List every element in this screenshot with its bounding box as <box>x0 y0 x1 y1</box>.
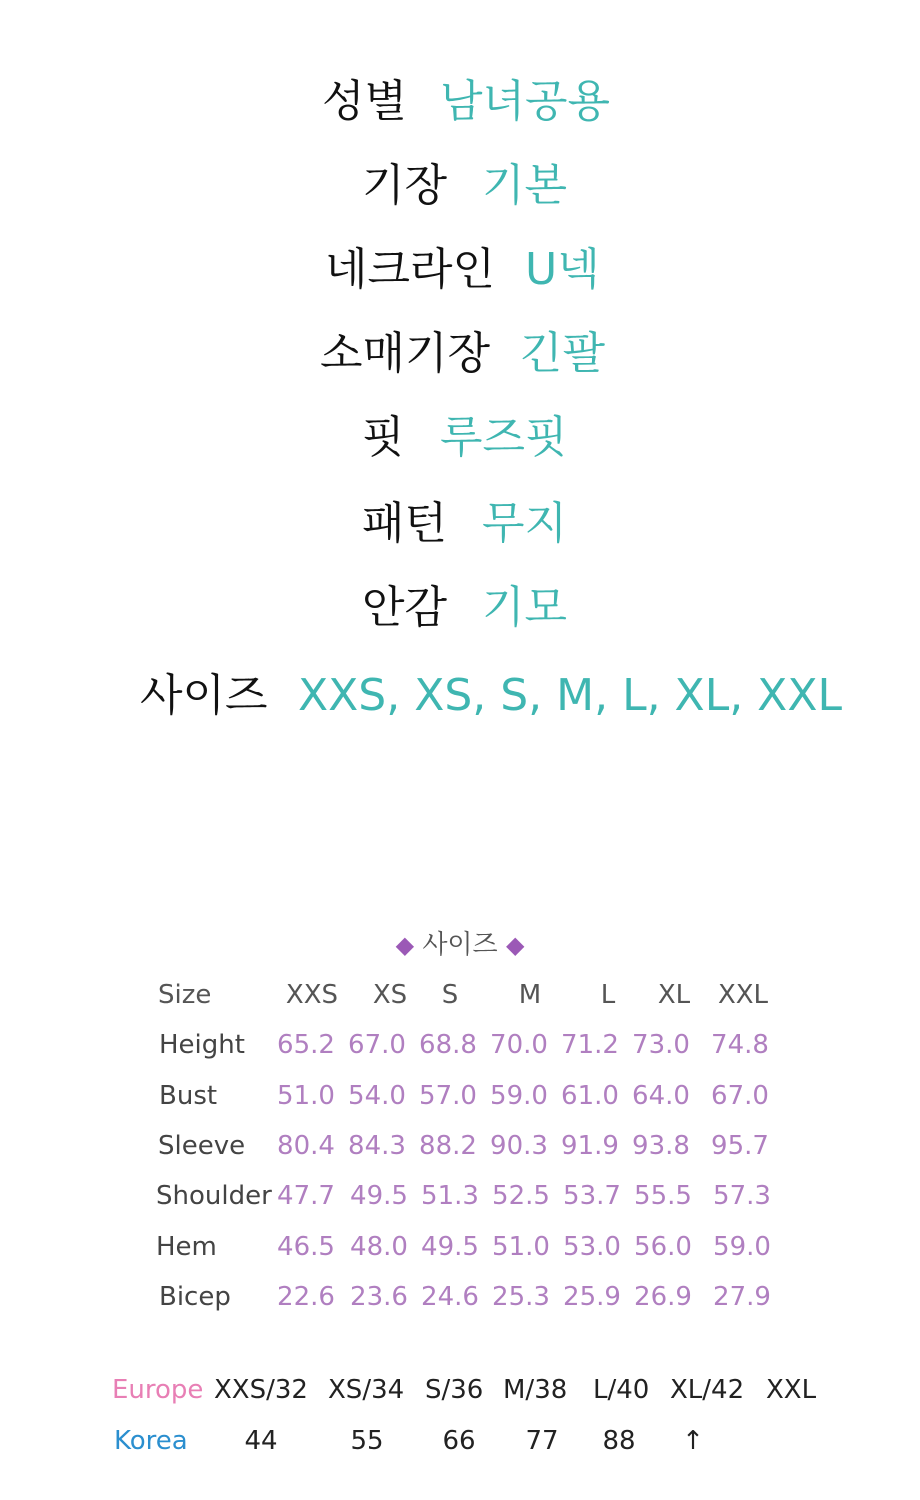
spec-row-pattern <box>0 494 920 554</box>
measure-cell: 52.5 <box>492 1181 550 1211</box>
spec-label: 핏 <box>362 412 405 463</box>
measure-cell: 68.8 <box>419 1030 477 1060</box>
row-label-bust: Bust <box>159 1081 218 1111</box>
measure-cell: 51.0 <box>277 1081 335 1111</box>
measure-cell: 53.0 <box>563 1232 621 1262</box>
size-header-l: L <box>600 980 616 1010</box>
diamond-icon: ◆ <box>395 931 415 959</box>
size-header-xxs: XXS <box>285 980 339 1010</box>
row-label-bicep: Bicep <box>159 1282 231 1312</box>
measure-cell: 46.5 <box>277 1232 335 1262</box>
spec-row-sleeve-length <box>0 324 920 384</box>
europe-label: Europe <box>112 1375 204 1405</box>
korea-size-cell: 66 <box>442 1426 476 1456</box>
spec-row-lining <box>0 578 920 638</box>
measure-cell: 55.5 <box>634 1181 692 1211</box>
europe-size-cell: XS/34 <box>328 1375 405 1405</box>
row-label-shoulder: Shoulder <box>156 1181 272 1211</box>
europe-size-cell: XL/42 <box>670 1375 745 1405</box>
measure-cell: 59.0 <box>713 1232 771 1262</box>
measure-cell: 64.0 <box>632 1081 690 1111</box>
spec-label: 네크라인 <box>325 244 496 295</box>
measure-cell: 47.7 <box>277 1181 335 1211</box>
measure-cell: 25.3 <box>492 1282 550 1312</box>
size-header-xxl: XXL <box>717 980 769 1010</box>
spec-label: 성별 <box>322 76 408 127</box>
europe-size-cell: L/40 <box>593 1375 650 1405</box>
measure-cell: 95.7 <box>711 1131 769 1161</box>
measure-cell: 57.0 <box>419 1081 477 1111</box>
spec-label: 패턴 <box>362 498 448 549</box>
korea-size-cell: 77 <box>525 1426 559 1456</box>
measure-cell: 25.9 <box>563 1282 621 1312</box>
spec-label: 기장 <box>362 160 448 211</box>
spec-label: 안감 <box>362 582 448 633</box>
measure-cell: 67.0 <box>348 1030 406 1060</box>
measure-cell: 54.0 <box>348 1081 406 1111</box>
measure-cell: 27.9 <box>713 1282 771 1312</box>
size-header-xl: XL <box>657 980 691 1010</box>
europe-size-cell: XXS/32 <box>214 1375 308 1405</box>
measure-cell: 53.7 <box>563 1181 621 1211</box>
spec-row-fit <box>0 408 920 468</box>
europe-size-cell: S/36 <box>425 1375 484 1405</box>
measure-cell: 56.0 <box>634 1232 692 1262</box>
up-arrow-icon: ↑ <box>682 1426 704 1456</box>
europe-size-cell: M/38 <box>503 1375 568 1405</box>
korea-size-cell: 55 <box>350 1426 384 1456</box>
spec-row-size <box>0 666 920 726</box>
row-label-sleeve: Sleeve <box>158 1131 246 1161</box>
spec-label: 사이즈 <box>140 670 268 721</box>
korea-label: Korea <box>114 1426 188 1456</box>
measure-cell: 80.4 <box>277 1131 335 1161</box>
measure-cell: 67.0 <box>711 1081 769 1111</box>
measure-cell: 51.3 <box>421 1181 479 1211</box>
measure-cell: 74.8 <box>711 1030 769 1060</box>
size-chart-title <box>0 925 920 965</box>
measure-cell: 51.0 <box>492 1232 550 1262</box>
measure-cell: 26.9 <box>634 1282 692 1312</box>
spec-value: 기본 <box>482 160 568 211</box>
spec-value: 루즈핏 <box>440 412 568 463</box>
measure-cell: 61.0 <box>561 1081 619 1111</box>
measure-cell: 57.3 <box>713 1181 771 1211</box>
spec-value: U넥 <box>525 244 600 295</box>
measure-cell: 91.9 <box>561 1131 619 1161</box>
measure-cell: 73.0 <box>632 1030 690 1060</box>
spec-value: 기모 <box>482 582 568 633</box>
korea-size-cell: 44 <box>244 1426 278 1456</box>
spec-row-gender <box>0 72 920 132</box>
diamond-icon: ◆ <box>505 931 525 959</box>
spec-label: 소매기장 <box>320 328 491 379</box>
measure-cell: 84.3 <box>348 1131 406 1161</box>
size-chart-title-text: 사이즈 <box>422 930 498 960</box>
measure-cell: 70.0 <box>490 1030 548 1060</box>
spec-row-neckline <box>0 240 920 300</box>
measure-cell: 93.8 <box>632 1131 690 1161</box>
measure-cell: 48.0 <box>350 1232 408 1262</box>
measure-cell: 88.2 <box>419 1131 477 1161</box>
measure-cell: 49.5 <box>421 1232 479 1262</box>
measure-cell: 22.6 <box>277 1282 335 1312</box>
spec-value: 무지 <box>482 498 568 549</box>
europe-size-cell: XXL <box>766 1375 817 1405</box>
measure-cell: 65.2 <box>277 1030 335 1060</box>
measure-cell: 23.6 <box>350 1282 408 1312</box>
row-label-height: Height <box>159 1030 245 1060</box>
korea-size-cell: 88 <box>602 1426 636 1456</box>
size-header-m: M <box>518 980 542 1010</box>
measure-cell: 59.0 <box>490 1081 548 1111</box>
spec-value: 남녀공용 <box>440 76 611 127</box>
spec-value: XXS, XS, S, M, L, XL, XXL <box>298 670 842 721</box>
row-label-hem: Hem <box>156 1232 217 1262</box>
size-header-xs: XS <box>372 980 408 1010</box>
measure-cell: 90.3 <box>490 1131 548 1161</box>
spec-row-length <box>0 156 920 216</box>
measure-cell: 71.2 <box>561 1030 619 1060</box>
size-header-label: Size <box>158 980 212 1010</box>
measure-cell: 24.6 <box>421 1282 479 1312</box>
size-header-s: S <box>441 980 459 1010</box>
measure-cell: 49.5 <box>350 1181 408 1211</box>
spec-value: 긴팔 <box>520 328 606 379</box>
